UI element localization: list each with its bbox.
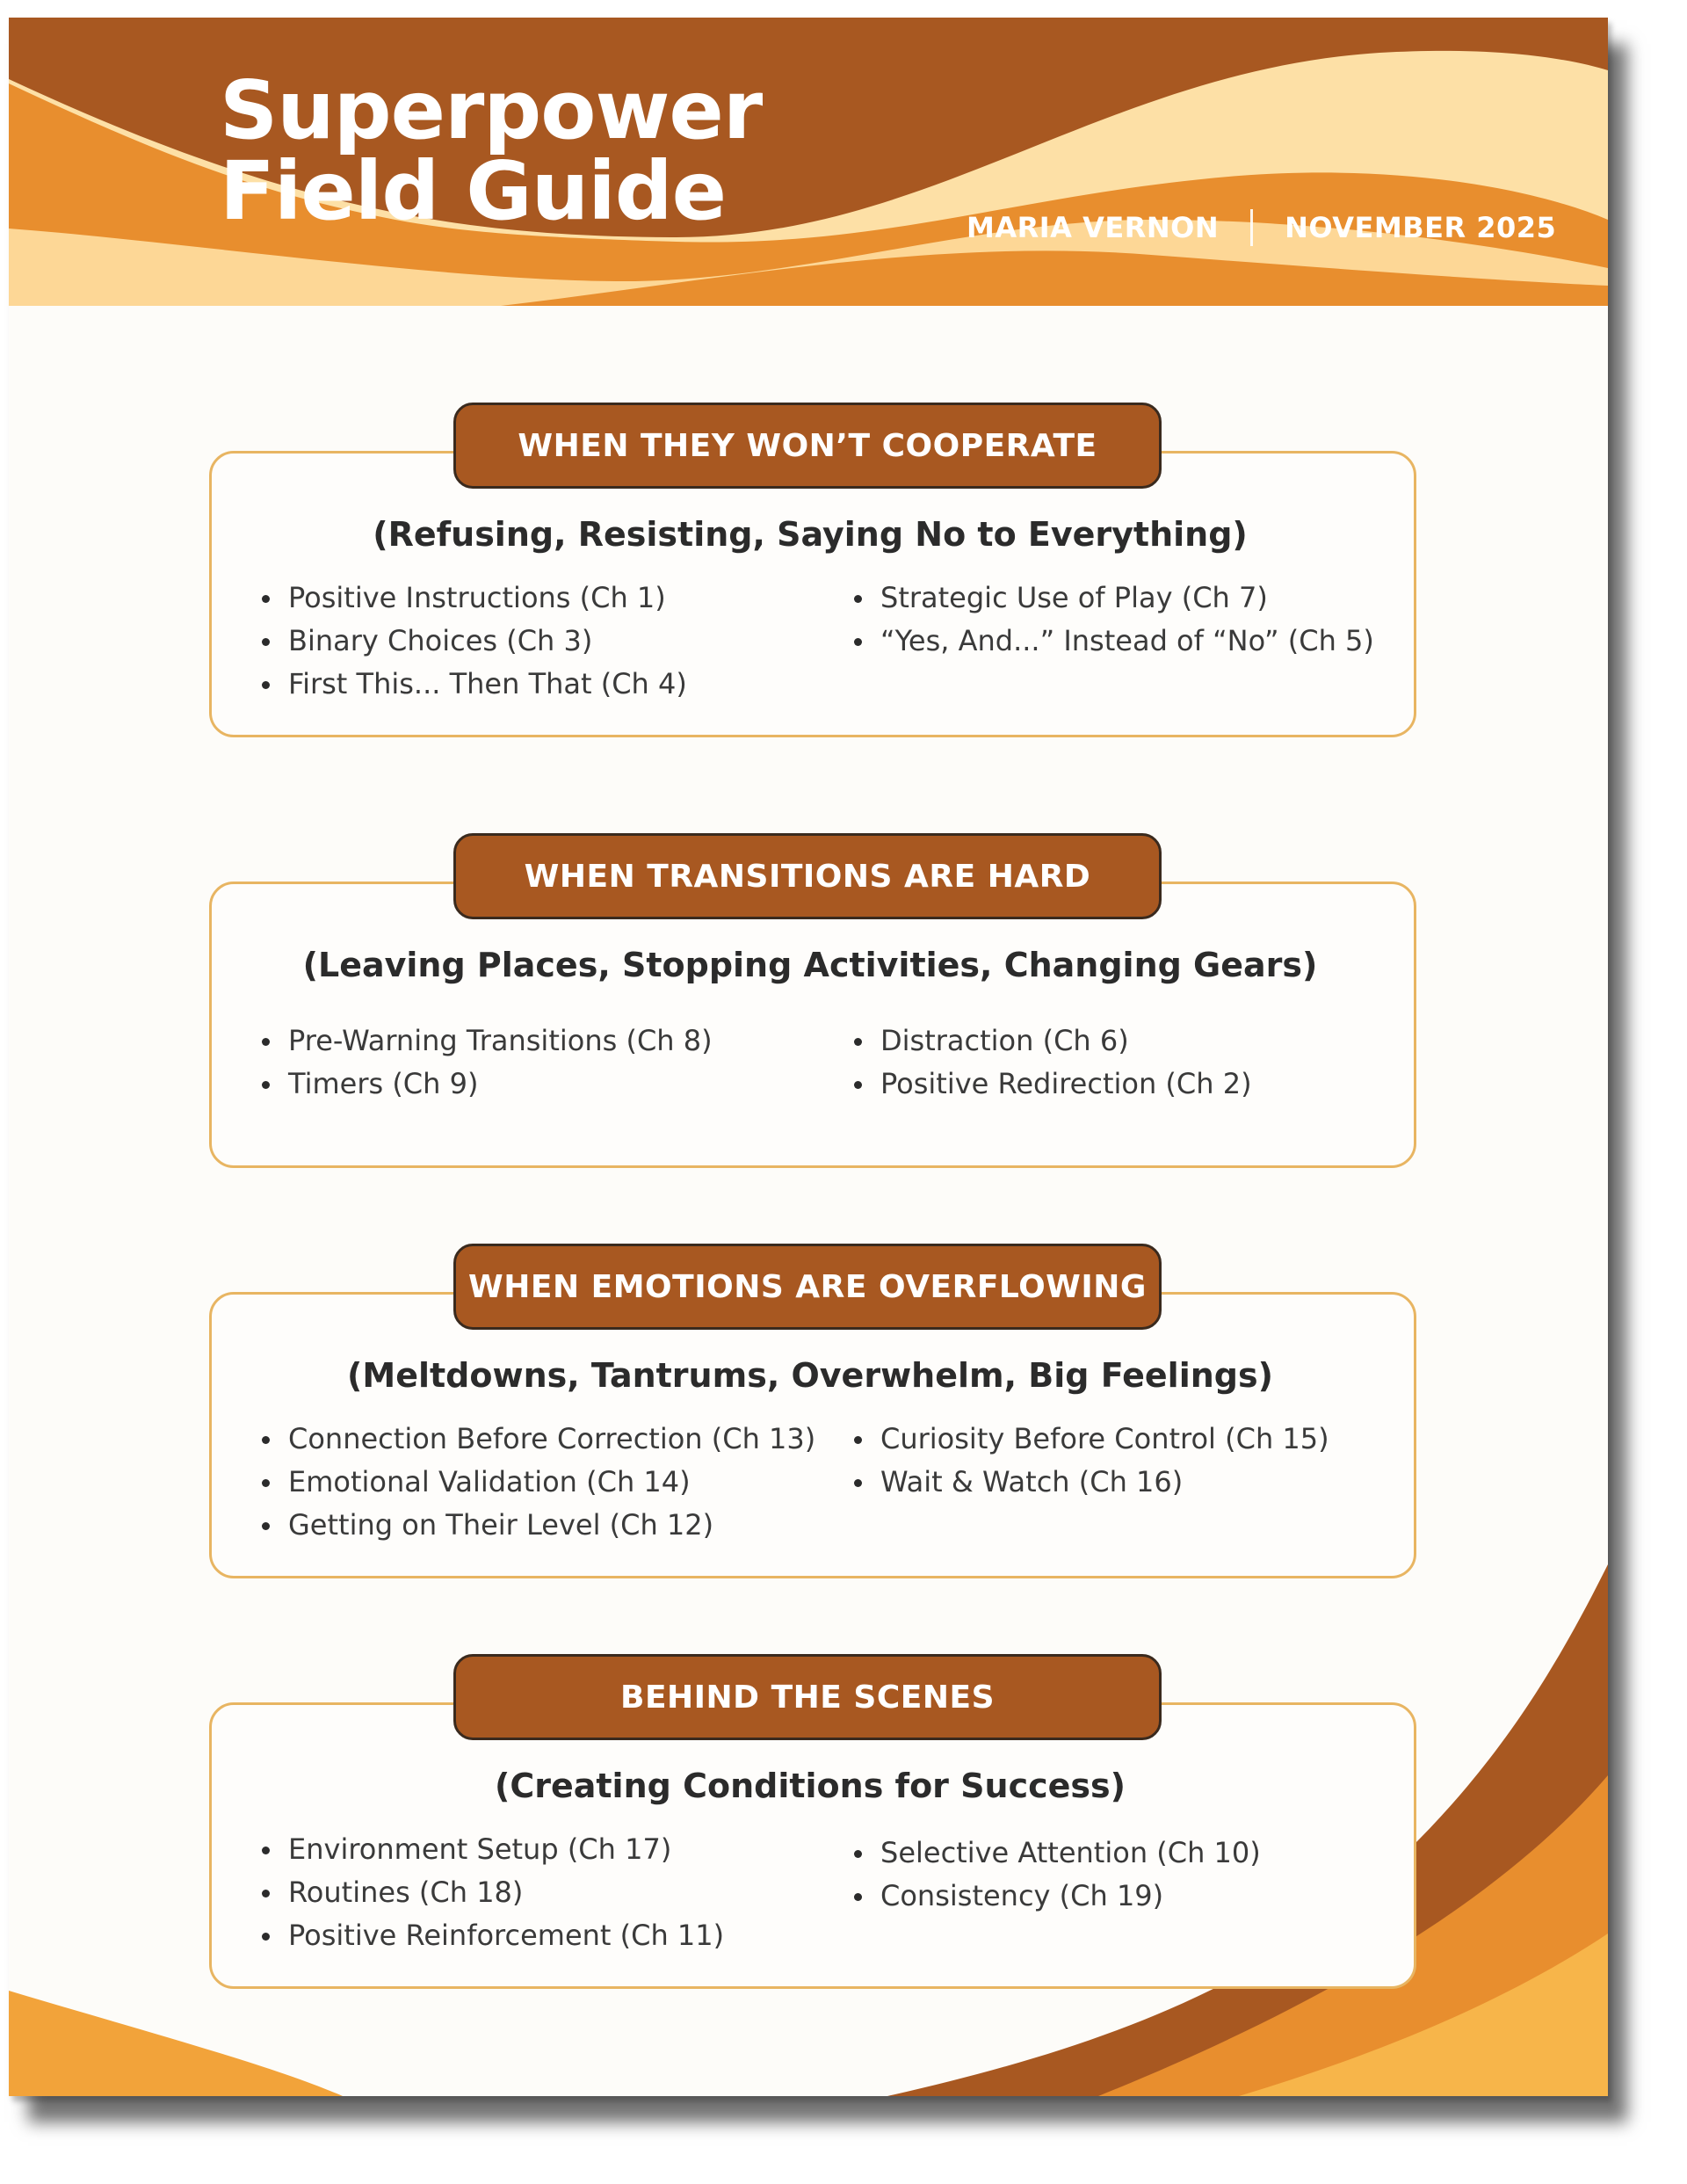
section-cooperate bbox=[209, 403, 1415, 736]
author-name: MARIA VERNON bbox=[967, 211, 1220, 244]
list-item: Curiosity Before Control (Ch 15) bbox=[854, 1418, 1329, 1461]
section-behind-scenes bbox=[209, 1654, 1415, 1988]
section-subtitle: (Refusing, Resisting, Saying No to Everything) bbox=[373, 515, 1248, 554]
field-guide-page bbox=[9, 18, 1608, 2096]
section-banner: BEHIND THE SCENES bbox=[453, 1654, 1162, 1740]
byline-divider bbox=[1250, 209, 1253, 246]
list-item: Pre-Warning Transitions (Ch 8) bbox=[262, 1019, 713, 1063]
section-banner: WHEN THEY WON’T COOPERATE bbox=[453, 403, 1162, 489]
list-item: “Yes, And...” Instead of “No” (Ch 5) bbox=[854, 620, 1374, 663]
section-subtitle: (Creating Conditions for Success) bbox=[494, 1767, 1126, 1805]
section-emotions bbox=[209, 1244, 1415, 1578]
list-item: Positive Reinforcement (Ch 11) bbox=[262, 1914, 724, 1957]
list-item: Wait & Watch (Ch 16) bbox=[854, 1461, 1329, 1504]
list-item: Connection Before Correction (Ch 13) bbox=[262, 1418, 815, 1461]
publish-date: NOVEMBER 2025 bbox=[1285, 211, 1557, 244]
list-item: Strategic Use of Play (Ch 7) bbox=[854, 577, 1374, 620]
strategy-list-right bbox=[854, 1832, 1261, 1918]
list-item: First This... Then That (Ch 4) bbox=[262, 663, 687, 706]
strategy-list-left bbox=[262, 577, 687, 706]
section-banner: WHEN TRANSITIONS ARE HARD bbox=[453, 833, 1162, 919]
list-item: Environment Setup (Ch 17) bbox=[262, 1828, 724, 1871]
list-item: Timers (Ch 9) bbox=[262, 1063, 713, 1106]
section-subtitle: (Meltdowns, Tantrums, Overwhelm, Big Feelings) bbox=[347, 1356, 1273, 1395]
section-subtitle: (Leaving Places, Stopping Activities, Changing Gears) bbox=[302, 946, 1318, 984]
strategy-list-left bbox=[262, 1828, 724, 1957]
title-line-1: Superpower bbox=[220, 63, 763, 157]
strategy-list-right bbox=[854, 577, 1374, 663]
strategy-list-left bbox=[262, 1418, 815, 1547]
list-item: Routines (Ch 18) bbox=[262, 1871, 724, 1914]
section-banner: WHEN EMOTIONS ARE OVERFLOWING bbox=[453, 1244, 1162, 1330]
list-item: Positive Redirection (Ch 2) bbox=[854, 1063, 1252, 1106]
strategy-list-left bbox=[262, 1019, 713, 1106]
section-transitions bbox=[209, 833, 1415, 1167]
strategy-list-right bbox=[854, 1418, 1329, 1504]
footer-wave-left bbox=[9, 1991, 343, 2096]
list-item: Binary Choices (Ch 3) bbox=[262, 620, 687, 663]
page-title bbox=[220, 63, 763, 238]
list-item: Getting on Their Level (Ch 12) bbox=[262, 1504, 815, 1547]
byline bbox=[967, 209, 1556, 246]
list-item: Emotional Validation (Ch 14) bbox=[262, 1461, 815, 1504]
list-item: Selective Attention (Ch 10) bbox=[854, 1832, 1261, 1875]
title-line-2: Field Guide bbox=[220, 144, 726, 238]
list-item: Positive Instructions (Ch 1) bbox=[262, 577, 687, 620]
strategy-list-right bbox=[854, 1019, 1252, 1106]
list-item: Distraction (Ch 6) bbox=[854, 1019, 1252, 1063]
list-item: Consistency (Ch 19) bbox=[854, 1875, 1261, 1918]
